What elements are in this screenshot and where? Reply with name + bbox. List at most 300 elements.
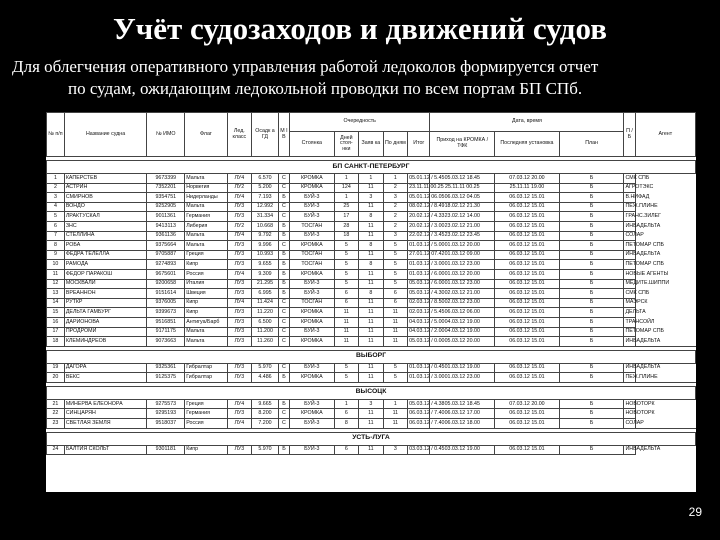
- table-cell: Гибралтар: [185, 363, 227, 373]
- header-tail: П / Б: [624, 113, 635, 157]
- table-cell: ЛУ2: [227, 221, 252, 231]
- table-cell: 06.03.12 06.00: [430, 308, 495, 318]
- table-cell: 01.03.12 / 5.00: [408, 241, 430, 251]
- table-cell: 22.02.12 / 3.45: [408, 231, 430, 241]
- table-cell: Б: [559, 409, 624, 419]
- table-cell: ЛУ3: [227, 308, 252, 318]
- table-cell: Б: [559, 327, 624, 337]
- table-cell: 11: [47, 269, 65, 279]
- table-row: [47, 212, 696, 222]
- table-cell: ЛУ3: [227, 337, 252, 347]
- table-cell: 11: [359, 231, 384, 241]
- table-cell: 04.03.12 / 5.00: [408, 317, 430, 327]
- table-cell: АГРОТЭКС: [624, 183, 635, 193]
- table-cell: 5: [334, 241, 359, 251]
- table-cell: ФЕДОР ПАРАКОШ: [64, 269, 147, 279]
- table-cell: 5: [383, 269, 408, 279]
- table-cell: 5: [334, 363, 359, 373]
- table-cell: 9252905: [147, 202, 185, 212]
- table-cell: 9200658: [147, 279, 185, 289]
- table-cell: Германия: [185, 212, 227, 222]
- table-cell: 9151614: [147, 289, 185, 299]
- table-cell: 9354751: [147, 193, 185, 203]
- table-cell: 6: [334, 409, 359, 419]
- table-cell: 28: [334, 221, 359, 231]
- table-cell: КРОМКА: [290, 409, 335, 419]
- table-cell: Б: [559, 212, 624, 222]
- table-cell: 05.03.12 / 6.00: [408, 279, 430, 289]
- table-cell: 07.03.12 20.00: [495, 399, 560, 409]
- table-cell: ТОСГАН: [290, 221, 335, 231]
- table-cell: ЛУ4: [227, 231, 252, 241]
- header-draft: Осадк а ГД: [252, 113, 279, 157]
- table-cell: С: [278, 241, 289, 251]
- table-cell: 7.200: [252, 419, 279, 429]
- table-cell: 06.03.12 15.01: [495, 373, 560, 383]
- table-cell: 01.03.12 / 0.45: [408, 363, 430, 373]
- table-cell: НОВОТОРК: [624, 399, 635, 409]
- table-cell: Б: [559, 363, 624, 373]
- section-header-row: [47, 386, 696, 399]
- table-cell: 04.03.12 19.00: [430, 317, 495, 327]
- table-cell: 11: [359, 250, 384, 260]
- table-row: [47, 308, 696, 318]
- table-cell: 06.03.12 04.05: [430, 193, 495, 203]
- table-cell: 3: [47, 193, 65, 203]
- table-cell: 11: [383, 337, 408, 347]
- table-cell: ВОНДО: [64, 202, 147, 212]
- header-name: Название судна: [64, 113, 147, 157]
- table-cell: С: [278, 409, 289, 419]
- table-cell: 9675601: [147, 269, 185, 279]
- table-cell: Россия: [185, 269, 227, 279]
- table-cell: 01.03.12 / 3.00: [408, 373, 430, 383]
- table-cell: 11: [359, 279, 384, 289]
- header-num: № п/п: [47, 113, 65, 157]
- table-cell: 01.03.12 19.00: [430, 363, 495, 373]
- table-cell: 1: [359, 174, 384, 184]
- table-cell: 9125375: [147, 373, 185, 383]
- table-cell: 04.03.12 / 2.00: [408, 327, 430, 337]
- table-cell: 05.01.12 06.05: [408, 193, 430, 203]
- table-cell: С: [278, 337, 289, 347]
- table-cell: КРОМКА: [290, 269, 335, 279]
- table-cell: ЛУ3: [227, 317, 252, 327]
- table-row: [47, 399, 696, 409]
- table-cell: 06.03.12 15.01: [495, 308, 560, 318]
- table-cell: КРОМКА: [290, 183, 335, 193]
- table-cell: КРОМКА: [290, 317, 335, 327]
- table-row: [47, 317, 696, 327]
- table-cell: ЛУ3: [227, 279, 252, 289]
- table-cell: СМИРНОВ: [64, 193, 147, 203]
- header-mark: М I В: [278, 113, 289, 157]
- header-ice-class: Лед. класс: [227, 113, 252, 157]
- table-cell: Б: [278, 193, 289, 203]
- table-cell: 31.334: [252, 212, 279, 222]
- table-cell: МЕДИТЕ.ШИППИ: [624, 279, 635, 289]
- table-cell: 11: [359, 373, 384, 383]
- table-cell: БУЙ-3: [290, 363, 335, 373]
- table-cell: 9171175: [147, 327, 185, 337]
- table-cell: 9073663: [147, 337, 185, 347]
- table-cell: 05.03.12 / 0.00: [408, 337, 430, 347]
- table-cell: ЛУ4: [227, 419, 252, 429]
- table-cell: ЛУ2: [227, 183, 252, 193]
- table-cell: Б: [559, 445, 624, 455]
- table-cell: Кипр: [185, 308, 227, 318]
- table-cell: 9325361: [147, 363, 185, 373]
- table-cell: 11: [359, 445, 384, 455]
- table-cell: С: [278, 308, 289, 318]
- table-cell: 06.03.12 15.01: [495, 202, 560, 212]
- table-cell: 11: [383, 409, 408, 419]
- table-cell: ВЕКС: [64, 373, 147, 383]
- table-cell: Б: [278, 289, 289, 299]
- table-cell: Нидерланды: [185, 193, 227, 203]
- table-cell: СОЛАР: [624, 231, 635, 241]
- table-cell: 11: [383, 308, 408, 318]
- table-cell: 25: [334, 202, 359, 212]
- table-cell: Б: [559, 260, 624, 270]
- table-cell: 23.02.12 14.00: [430, 212, 495, 222]
- table-row: [47, 363, 696, 373]
- table-cell: 9413113: [147, 221, 185, 231]
- table-cell: 9673399: [147, 174, 185, 184]
- table-cell: 17: [47, 327, 65, 337]
- table-cell: 02.03.12 / 8.50: [408, 298, 430, 308]
- table-cell: СМК СПБ: [624, 174, 635, 184]
- table-cell: 6.500: [252, 317, 279, 327]
- table-cell: 6.995: [252, 289, 279, 299]
- table-cell: 05.01.12 / 5.45: [408, 174, 430, 184]
- table-cell: 11: [359, 363, 384, 373]
- table-cell: 7.193: [252, 193, 279, 203]
- table-cell: 6.570: [252, 174, 279, 184]
- table-cell: 01.03.12 20.00: [430, 241, 495, 251]
- header-agent: Агент: [635, 113, 695, 157]
- table-cell: 9275573: [147, 399, 185, 409]
- table-cell: 20.02.12 / 4.33: [408, 212, 430, 222]
- table-cell: ИНВАДЕЛЬТА: [624, 221, 635, 231]
- table-cell: 2: [383, 183, 408, 193]
- table-row: [47, 419, 696, 429]
- table-cell: 7: [47, 231, 65, 241]
- table-cell: 1: [334, 174, 359, 184]
- header-last: Последняя установка: [495, 132, 560, 157]
- page-number: 29: [688, 505, 702, 519]
- table-cell: 06.03.12 15.01: [495, 409, 560, 419]
- table-cell: 11.220: [252, 308, 279, 318]
- table-cell: С: [278, 363, 289, 373]
- table-cell: 06.03.12 15.01: [495, 269, 560, 279]
- table-cell: 8: [359, 212, 384, 222]
- table-cell: 25.11.11 19.00: [495, 183, 560, 193]
- table-cell: 23.02.12 23.45: [430, 231, 495, 241]
- table-cell: ЛУ4: [227, 269, 252, 279]
- table-cell: 17: [334, 212, 359, 222]
- table-cell: Б: [559, 221, 624, 231]
- table-cell: 11: [383, 317, 408, 327]
- table-cell: 1: [383, 399, 408, 409]
- header-days-stop: Дней стоя- нки: [334, 132, 359, 157]
- table-cell: ЛУ4: [227, 298, 252, 308]
- table-cell: 07.03.12 20.00: [495, 174, 560, 184]
- header-status: Стоянка: [290, 132, 335, 157]
- table-cell: БУЙ-3: [290, 193, 335, 203]
- table-cell: 5.200: [252, 183, 279, 193]
- header-imo: № ИМО: [147, 113, 185, 157]
- table-cell: ИНВАДЕЛЬТА: [624, 250, 635, 260]
- table-cell: 05.03.12 / 4.38: [408, 399, 430, 409]
- table-cell: БУЙ-3: [290, 419, 335, 429]
- table-cell: ТРАНСОЙЛ: [624, 317, 635, 327]
- section-title: УСТЬ-ЛУГА: [47, 432, 696, 445]
- table-cell: 5: [334, 260, 359, 270]
- table-cell: 13: [47, 289, 65, 299]
- table-cell: Б: [559, 298, 624, 308]
- table-cell: Б: [559, 279, 624, 289]
- table-cell: 06.03.12 15.01: [495, 337, 560, 347]
- table-cell: 16: [47, 317, 65, 327]
- table-cell: 21.295: [252, 279, 279, 289]
- table-cell: С: [278, 327, 289, 337]
- table-cell: Антигуа/Барб: [185, 317, 227, 327]
- table-cell: 23.11.11 00.25: [408, 183, 430, 193]
- table-cell: 9518037: [147, 419, 185, 429]
- table-cell: 6: [334, 289, 359, 299]
- table-row: [47, 327, 696, 337]
- table-cell: ЛУ4: [227, 193, 252, 203]
- table-cell: 9.792: [252, 231, 279, 241]
- table-cell: ПРОДРОМИ: [64, 327, 147, 337]
- table-row: [47, 373, 696, 383]
- table-row: [47, 241, 696, 251]
- table-cell: 15: [47, 308, 65, 318]
- table-row: [47, 337, 696, 347]
- table-cell: Б: [559, 183, 624, 193]
- table-cell: Б: [559, 231, 624, 241]
- table-cell: ИНВАДЕЛЬТА: [624, 445, 635, 455]
- table-cell: 1: [334, 399, 359, 409]
- table-cell: 5: [383, 363, 408, 373]
- table-cell: ЛУ3: [227, 212, 252, 222]
- table-cell: 14: [47, 298, 65, 308]
- table-cell: 2: [47, 183, 65, 193]
- table-cell: Гибралтар: [185, 373, 227, 383]
- table-cell: 9301181: [147, 445, 185, 455]
- section-header-row: [47, 161, 696, 174]
- table-cell: 02.03.12 23.00: [430, 298, 495, 308]
- table-cell: 5: [47, 212, 65, 222]
- table-row: [47, 231, 696, 241]
- table-cell: 05.03.12 18.45: [430, 399, 495, 409]
- table-cell: 11: [359, 202, 384, 212]
- table-cell: С: [278, 202, 289, 212]
- table-cell: 9011361: [147, 212, 185, 222]
- table-cell: 5: [383, 373, 408, 383]
- table-cell: 18.02.12 21.30: [430, 202, 495, 212]
- table-cell: 11: [359, 317, 384, 327]
- table-body: [47, 157, 696, 455]
- table-cell: 10: [47, 260, 65, 270]
- table-cell: БУЙ-3: [290, 202, 335, 212]
- table-cell: 06.03.12 15.01: [495, 212, 560, 222]
- table-cell: КАПЕРСТЕВ: [64, 174, 147, 184]
- table-cell: ЛУ4: [227, 399, 252, 409]
- table-cell: МАЭРСК: [624, 298, 635, 308]
- table-cell: ДЕЛЬТА ГАМБУРГ: [64, 308, 147, 318]
- table-cell: 01.03.12 23.00: [430, 260, 495, 270]
- section-title: БП САНКТ-ПЕТЕРБУРГ: [47, 161, 696, 174]
- table-cell: 06.03.12 15.01: [495, 250, 560, 260]
- table-cell: 5: [334, 373, 359, 383]
- table-cell: 06.03.12 15.01: [495, 419, 560, 429]
- intro-text: [12, 56, 712, 100]
- table-cell: ПЕТОМАР СПБ: [624, 241, 635, 251]
- table-cell: ЛУ3: [227, 327, 252, 337]
- table-cell: 06.03.12 17.00: [430, 409, 495, 419]
- table-cell: 20: [47, 373, 65, 383]
- header-flag: Флаг: [185, 113, 227, 157]
- table-cell: 01.03.12 09.00: [430, 250, 495, 260]
- table-cell: ЛУ3: [227, 260, 252, 270]
- table-cell: 9: [47, 250, 65, 260]
- table-cell: Б: [278, 221, 289, 231]
- table-cell: ПЕЖ.ПЛИНЕ: [624, 202, 635, 212]
- table-cell: 05.03.12 18.45: [430, 174, 495, 184]
- table-cell: 10.668: [252, 221, 279, 231]
- table-cell: 11.424: [252, 298, 279, 308]
- table-cell: Б: [278, 399, 289, 409]
- table-cell: 6: [47, 221, 65, 231]
- table-cell: ИНВАДЕЛЬТА: [624, 363, 635, 373]
- table-cell: 3: [359, 399, 384, 409]
- table-cell: 01.03.12 20.00: [430, 269, 495, 279]
- table-cell: 5: [383, 241, 408, 251]
- table-cell: Б: [559, 289, 624, 299]
- table-cell: 06.03.12 15.01: [495, 317, 560, 327]
- table-cell: Б: [559, 399, 624, 409]
- table-row: [47, 269, 696, 279]
- section-header-row: [47, 432, 696, 445]
- table-cell: 11: [334, 327, 359, 337]
- table-cell: 06.03.12 15.01: [495, 363, 560, 373]
- table-row: [47, 289, 696, 299]
- table-cell: Кипр: [185, 260, 227, 270]
- table-cell: 19: [47, 363, 65, 373]
- table-cell: 11: [359, 183, 384, 193]
- table-cell: РУТКР: [64, 298, 147, 308]
- table-cell: Мальта: [185, 327, 227, 337]
- table-cell: ВРЕАННОН: [64, 289, 147, 299]
- table-cell: 2: [383, 221, 408, 231]
- table-cell: 06.03.12 / 7.40: [408, 419, 430, 429]
- header-total: Итог: [408, 132, 430, 157]
- vessel-report-table: [46, 112, 696, 455]
- table-cell: БУЙ-3: [290, 279, 335, 289]
- table-cell: 9705887: [147, 250, 185, 260]
- section-title: ВЫСОЦК: [47, 386, 696, 399]
- table-cell: С: [278, 174, 289, 184]
- table-cell: СОЛАР: [624, 419, 635, 429]
- table-cell: 11: [359, 221, 384, 231]
- table-cell: Норвегия: [185, 183, 227, 193]
- table-cell: 01.03.12 23.00: [430, 279, 495, 289]
- table-cell: 6: [383, 298, 408, 308]
- table-cell: НОВЫЕ АГЕНТЫ: [624, 269, 635, 279]
- table-cell: РАМОДА: [64, 260, 147, 270]
- table-cell: 12: [47, 279, 65, 289]
- table-cell: Б: [559, 269, 624, 279]
- table-cell: 5: [383, 250, 408, 260]
- table-cell: 11.200: [252, 327, 279, 337]
- table-cell: Б: [278, 231, 289, 241]
- table-cell: РОБА: [64, 241, 147, 251]
- intro-line-1: Для облегчения оперативного управления работой ледоколов формируется отчет: [12, 57, 599, 76]
- table-row: [47, 409, 696, 419]
- table-cell: Мальта: [185, 174, 227, 184]
- header-days-wait: Заяв ка: [359, 132, 384, 157]
- table-cell: С: [278, 419, 289, 429]
- table-cell: БУЙ-3: [290, 445, 335, 455]
- table-cell: КЛЕМИНДРЕОВ: [64, 337, 147, 347]
- table-cell: КРОМКА: [290, 241, 335, 251]
- table-cell: ЛУ4: [227, 174, 252, 184]
- table-cell: ЛУ3: [227, 409, 252, 419]
- table-cell: 1: [383, 174, 408, 184]
- table-cell: 5: [334, 250, 359, 260]
- table-cell: ПЕТОМАР СПБ: [624, 327, 635, 337]
- table-cell: 10.993: [252, 250, 279, 260]
- table-cell: ДАРИОНОВА: [64, 317, 147, 327]
- table-cell: 5: [334, 279, 359, 289]
- table-cell: Мальта: [185, 241, 227, 251]
- table-cell: 2: [383, 212, 408, 222]
- table-row: [47, 260, 696, 270]
- table-cell: 9399673: [147, 308, 185, 318]
- table-cell: КРОМКА: [290, 174, 335, 184]
- table-cell: 20.02.12 / 3.00: [408, 221, 430, 231]
- table-cell: Б: [559, 337, 624, 347]
- table-cell: 06.03.12 15.01: [495, 327, 560, 337]
- table-cell: Б: [278, 269, 289, 279]
- table-cell: 01.03.12 / 6.00: [408, 269, 430, 279]
- table-row: [47, 298, 696, 308]
- table-cell: 3: [359, 193, 384, 203]
- table-cell: Либерия: [185, 221, 227, 231]
- table-cell: 06.03.12 15.01: [495, 289, 560, 299]
- table-cell: 22: [47, 409, 65, 419]
- table-cell: 9295193: [147, 409, 185, 419]
- table-cell: 9376005: [147, 298, 185, 308]
- table-cell: Б: [559, 174, 624, 184]
- table-cell: 21: [47, 399, 65, 409]
- table-cell: Б: [559, 202, 624, 212]
- table-row: [47, 250, 696, 260]
- table-cell: Б: [278, 250, 289, 260]
- table-cell: 24: [47, 445, 65, 455]
- table-cell: 12.992: [252, 202, 279, 212]
- table-cell: СИНЦАРЯН: [64, 409, 147, 419]
- table-cell: Б: [278, 445, 289, 455]
- table-cell: 6: [334, 298, 359, 308]
- table-cell: 06.03.12 15.01: [495, 260, 560, 270]
- table-cell: АСТРИН: [64, 183, 147, 193]
- table-cell: 11: [383, 327, 408, 337]
- table-cell: ТОСГАН: [290, 298, 335, 308]
- table-cell: Б: [278, 260, 289, 270]
